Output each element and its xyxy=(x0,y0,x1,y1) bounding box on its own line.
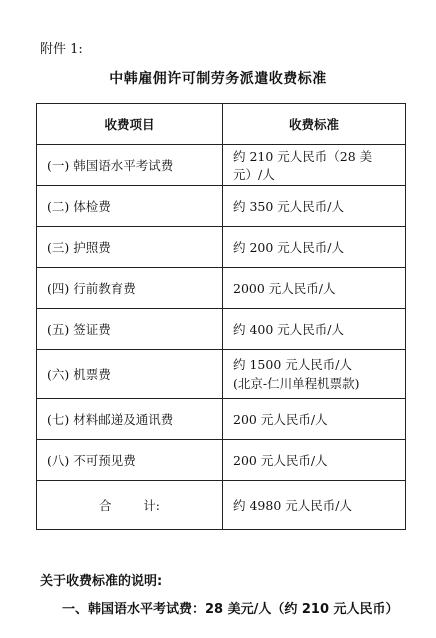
fee-amount-cell: 约 400 元人民币/人 xyxy=(223,309,406,350)
total-amount-cell: 约 4980 元人民币/人 xyxy=(223,481,406,530)
fee-item-cell: (三) 护照费 xyxy=(37,227,223,268)
fee-amount-text: 约 1500 元人民币/人 xyxy=(233,357,352,372)
fee-item-cell: (一) 韩国语水平考试费 xyxy=(37,145,223,186)
fee-item-cell: (二) 体检费 xyxy=(37,186,223,227)
total-row xyxy=(37,481,406,530)
table-header-row xyxy=(37,104,406,145)
fee-amount-cell: 200 元人民币/人 xyxy=(223,440,406,481)
fee-note-text: (北京-仁川单程机票款) xyxy=(233,376,360,391)
fee-item-cell: (四) 行前教育费 xyxy=(37,268,223,309)
table-row xyxy=(37,309,406,350)
fee-item-cell: (八) 不可预见费 xyxy=(37,440,223,481)
fee-amount-cell xyxy=(223,350,406,399)
fee-amount-cell: 2000 元人民币/人 xyxy=(223,268,406,309)
explanation-heading: 关于收费标准的说明: xyxy=(40,574,163,589)
total-label-cell: 合 计: xyxy=(37,481,223,530)
fee-amount-cell: 约 350 元人民币/人 xyxy=(223,186,406,227)
fee-table xyxy=(36,103,406,530)
fee-item-cell: (五) 签证费 xyxy=(37,309,223,350)
table-row xyxy=(37,440,406,481)
fee-amount-cell: 200 元人民币/人 xyxy=(223,399,406,440)
table-row xyxy=(37,186,406,227)
column-header-item: 收费项目 xyxy=(37,104,223,145)
table-row xyxy=(37,268,406,309)
table-row xyxy=(37,227,406,268)
table-row xyxy=(37,350,406,399)
attachment-label: 附件 1: xyxy=(40,42,83,57)
column-header-fee: 收费标准 xyxy=(223,104,406,145)
fee-item-cell: (六) 机票费 xyxy=(37,350,223,399)
explanation-item: 一、韩国语水平考试费：28 美元/人（约 210 元人民币） xyxy=(62,602,399,617)
table-row xyxy=(37,399,406,440)
table-row xyxy=(37,145,406,186)
document-title: 中韩雇佣许可制劳务派遣收费标准 xyxy=(109,71,327,87)
fee-amount-cell: 约 200 元人民币/人 xyxy=(223,227,406,268)
fee-item-cell: (七) 材料邮递及通讯费 xyxy=(37,399,223,440)
fee-amount-cell: 约 210 元人民币（28 美元）/人 xyxy=(223,145,406,186)
